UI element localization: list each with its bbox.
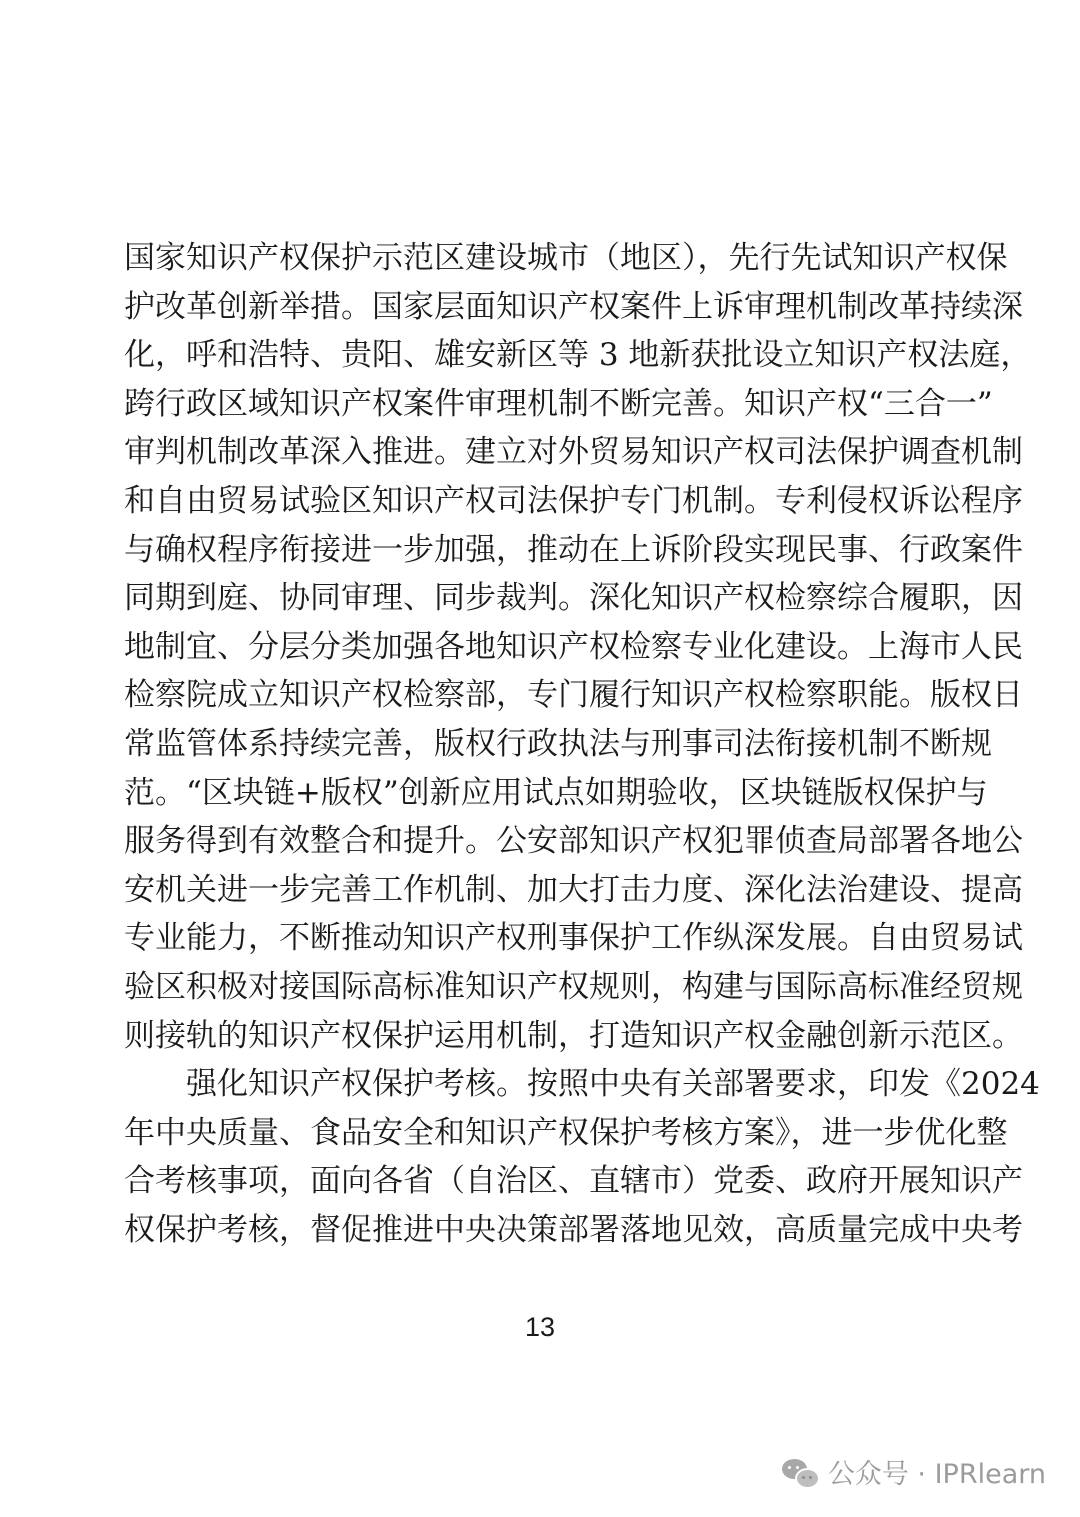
- text-line: 常监管体系持续完善，版权行政执法与刑事司法衔接机制不断规: [124, 725, 992, 762]
- text-line: 检察院成立知识产权检察部，专门履行知识产权检察职能。版权日: [124, 677, 1023, 714]
- watermark-text: 公众号 · IPRlearn: [827, 1459, 1046, 1490]
- text-line: 跨行政区域知识产权案件审理机制不断完善。知识产权“三合一”: [124, 385, 993, 422]
- text-line: 验区积极对接国际高标准知识产权规则，构建与国际高标准经贸规: [124, 968, 1023, 1005]
- text-line: 范。“区块链+版权”创新应用试点如期验收，区块链版权保护与: [124, 774, 988, 811]
- text-line: 专业能力，不断推动知识产权刑事保护工作纵深发展。自由贸易试: [124, 920, 1023, 957]
- text-line: 审判机制改革深入推进。建立对外贸易知识产权司法保护调查机制: [124, 434, 1023, 471]
- text-line: 安机关进一步完善工作机制、加大打击力度、深化法治建设、提高: [124, 871, 1023, 908]
- text-line: 与确权程序衔接进一步加强，推动在上诉阶段实现民事、行政案件: [124, 531, 1023, 568]
- text-line: 合考核事项，面向各省（自治区、直辖市）党委、政府开展知识产: [124, 1163, 1023, 1200]
- text-line: 同期到庭、协同审理、同步裁判。深化知识产权检察综合履职，因: [124, 580, 1023, 617]
- wechat-icon: [782, 1457, 818, 1487]
- text-line: 权保护考核，督促推进中央决策部署落地见效，高质量完成中央考: [124, 1211, 1023, 1248]
- text-line: 国家知识产权保护示范区建设城市（地区），先行先试知识产权保: [124, 240, 1008, 276]
- text-line: 服务得到有效整合和提升。公安部知识产权犯罪侦查局部署各地公: [124, 823, 1023, 860]
- text-line: 化，呼和浩特、贵阳、雄安新区等 3 地新获批设立知识产权法庭，: [124, 337, 1032, 374]
- document-body: [124, 234, 1040, 1254]
- watermark: [782, 1452, 1046, 1491]
- page-number: 13: [524, 1312, 556, 1342]
- text-line: 则接轨的知识产权保护运用机制，打造知识产权金融创新示范区。: [124, 1017, 1023, 1054]
- paragraph-start-line: 强化知识产权保护考核。按照中央有关部署要求，印发《2024: [186, 1066, 1040, 1103]
- text-line: 和自由贸易试验区知识产权司法保护专门机制。专利侵权诉讼程序: [124, 482, 1023, 519]
- text-line: 地制宜、分层分类加强各地知识产权检察专业化建设。上海市人民: [124, 628, 1023, 665]
- text-line: 护改革创新举措。国家层面知识产权案件上诉审理机制改革持续深: [124, 288, 1023, 325]
- text-line: 年中央质量、食品安全和知识产权保护考核方案》，进一步优化整: [124, 1114, 1008, 1151]
